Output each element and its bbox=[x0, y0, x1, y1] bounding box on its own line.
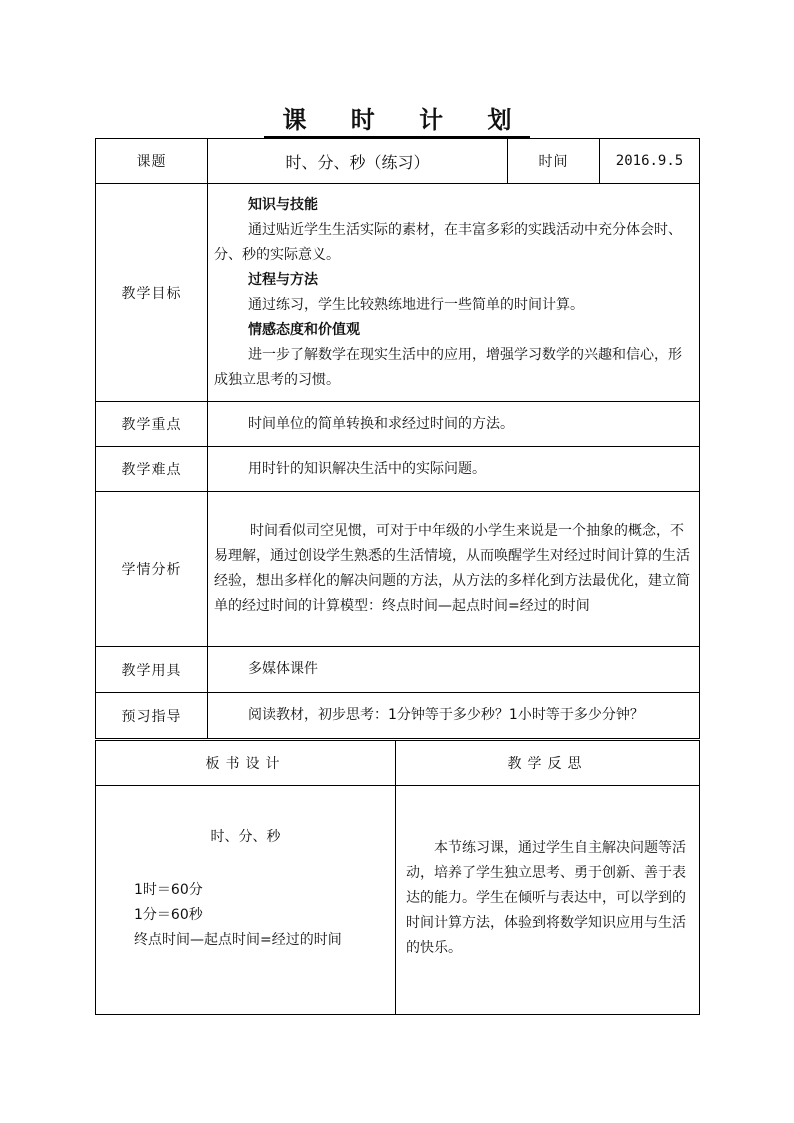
key-points-label: 教学重点 bbox=[96, 402, 208, 447]
board-line-1: 1时＝60分 bbox=[134, 882, 203, 898]
process-text: 通过练习，学生比较熟练地进行一些简单的时间计算。 bbox=[248, 296, 584, 313]
knowledge-text: 通过贴近学生生活实际的素材，在丰富多彩的实践活动中充分体会时、分、秒的实际意义。 bbox=[214, 221, 682, 263]
tools-text: 多媒体课件 bbox=[248, 661, 318, 677]
board-line-3: 终点时间—起点时间=经过的时间 bbox=[134, 932, 342, 948]
key-points-text: 时间单位的简单转换和求经过时间的方法。 bbox=[248, 415, 514, 432]
key-points-row bbox=[96, 402, 700, 447]
header-row bbox=[96, 139, 700, 184]
analysis-row bbox=[96, 492, 700, 647]
reflection-cell bbox=[396, 786, 700, 1015]
tools-row bbox=[96, 647, 700, 693]
time-label: 时间 bbox=[508, 139, 600, 184]
objectives-label: 教学目标 bbox=[96, 184, 208, 402]
preview-row bbox=[96, 693, 700, 739]
process-heading: 过程与方法 bbox=[248, 271, 318, 288]
preview-label: 预习指导 bbox=[96, 693, 208, 739]
tools-label: 教学用具 bbox=[96, 647, 208, 693]
difficulties-text: 用时针的知识解决生活中的实际问题。 bbox=[248, 460, 486, 477]
reflection-header: 教学反思 bbox=[396, 741, 700, 786]
reflection-text: 本节练习课，通过学生自主解决问题等活动，培养了学生独立思考、勇于创新、善于表达的能力。学生在倾听与表达中，可以学到的时间计算方法，体验到将数学知识应用与生活的快乐。 bbox=[406, 840, 686, 956]
analysis-label: 学情分析 bbox=[96, 492, 208, 647]
topic-value: 时、分、秒（练习） bbox=[208, 139, 508, 184]
page-title: 课 时 计 划 bbox=[0, 100, 794, 135]
preview-text: 阅读教材，初步思考：1分钟等于多少秒？1小时等于多少分钟？ bbox=[248, 707, 644, 723]
knowledge-heading: 知识与技能 bbox=[248, 196, 318, 213]
board-design-header: 板书设计 bbox=[96, 741, 396, 786]
difficulties-label: 教学难点 bbox=[96, 447, 208, 492]
lesson-plan-table bbox=[95, 138, 700, 739]
board-design-cell bbox=[96, 786, 396, 1015]
topic-label: 课题 bbox=[96, 139, 208, 184]
difficulties-row bbox=[96, 447, 700, 492]
board-line-2: 1分＝60秒 bbox=[134, 907, 203, 923]
board-title: 时、分、秒 bbox=[210, 829, 281, 845]
objectives-content bbox=[208, 184, 700, 402]
board-reflection-table bbox=[95, 740, 700, 1015]
objectives-row bbox=[96, 184, 700, 402]
analysis-text: 时间看似司空见惯，可对于中年级的小学生来说是一个抽象的概念，不易理解，通过创设学生熟悉的生活情境，从而唤醒学生对经过时间计算的生活经验，想出多样化的解决问题的方法，从方法的多样化到方法最优化，建立简单的经过时间的计算模型：终点时间—起点时间=经过的时间 bbox=[214, 523, 690, 614]
emotion-heading: 情感态度和价值观 bbox=[248, 321, 360, 338]
time-value: 2016.9.5 bbox=[600, 139, 700, 184]
emotion-text: 进一步了解数学在现实生活中的应用，增强学习数学的兴趣和信心，形成独立思考的习惯。 bbox=[214, 346, 682, 388]
